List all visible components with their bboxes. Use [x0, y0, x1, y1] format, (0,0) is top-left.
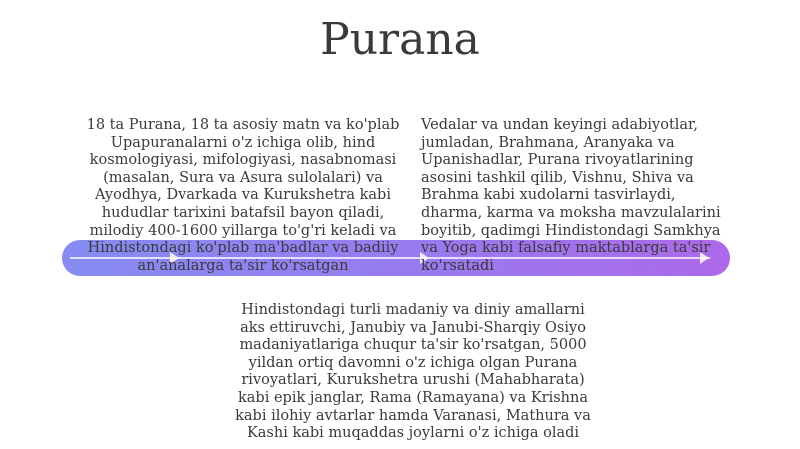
- page-title: Purana: [320, 14, 480, 65]
- right-text-block: Vedalar va undan keyingi adabiyotlar, jumladan, Brahmana, Aranyaka va Upanishadlar, Purana rivoyatlarining asosini tashkil qilib, Vishnu, Shiva va Brahma kabi xudolarni tasvirlaydi, dharma, karma va moksha mavzulalarini boyitib, qadimgi Hindistondagi Samkhya va Yoga kabi falsafiy maktablarga ta'sir ko'rsatadi: [421, 117, 721, 274]
- bottom-text-block: Hindistondagi turli madaniy va diniy amallarni aks ettiruvchi, Janubiy va Janubi-Sharqiy Osiyo madaniyatlariga chuqur ta'sir ko'rsatgan, 5000 yildan ortiq davomni o'z ichiga olgan Purana rivoyatlari, Kurukshetra urushi (Mahabharata) kabi epik janglar, Rama (Ramayana) va Krishna kabi ilohiy avtarlar hamda Varanasi, Mathura va Kashi kabi muqaddas joylarni o'z ichiga oladi: [235, 302, 591, 442]
- left-text-block: 18 ta Purana, 18 ta asosiy matn va ko'plab Upapuranalarni o'z ichiga olib, hind kosmologiyasi, mifologiyasi, nasabnomasi (masalan, Sura va Asura sulolalari) va Ayodhya, Dvarkada va Kurukshetra kabi hududlar tarixini batafsil bayon qiladi, milodiy 400-1600 yillarga to'g'ri keladi va Hindistondagi ko'plab ma'badlar va badiiy an'analarga ta'sir ko'rsatgan: [86, 117, 400, 274]
